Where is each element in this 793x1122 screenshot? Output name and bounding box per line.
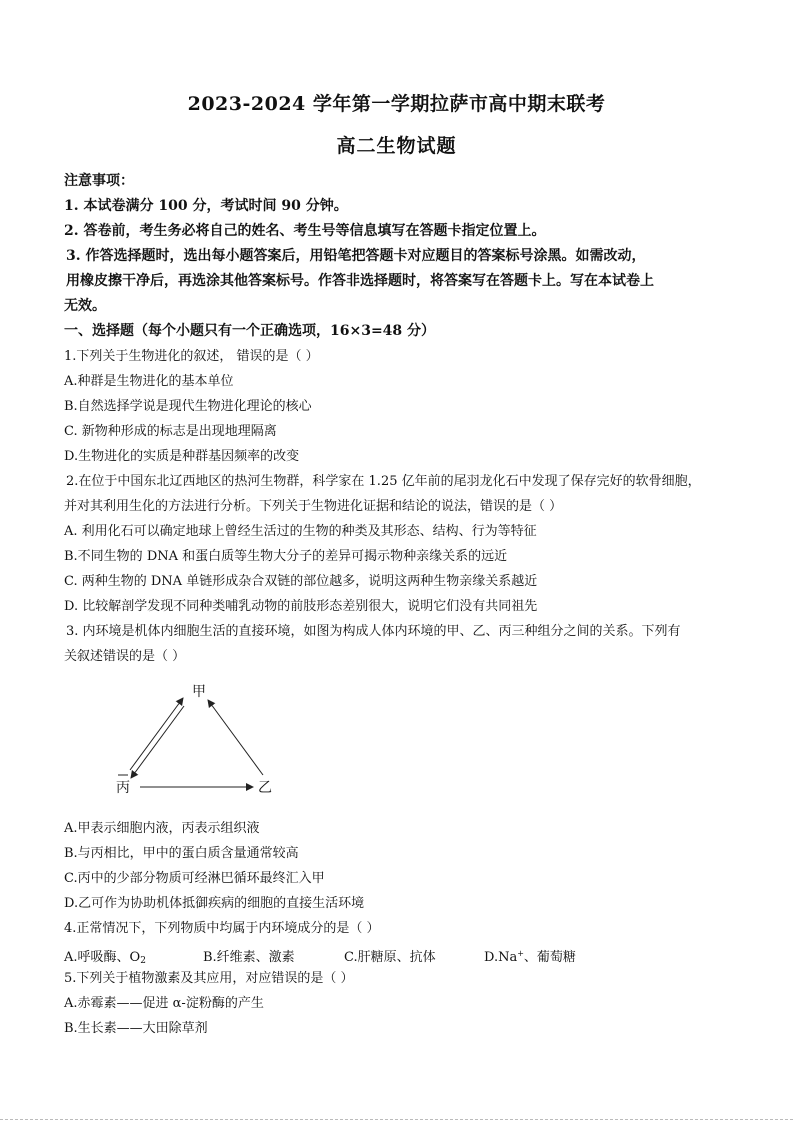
question-5-option-a: A.赤霉素——促进 α-淀粉酶的产生 [64,996,264,1011]
page-bottom-divider [0,1119,793,1120]
arrow-yi-to-jia [208,700,263,775]
question-4-options [64,945,739,970]
question-5-stem: 5.下列关于植物激素及其应用，对应错误的是（ ） [64,971,354,986]
note-item: 1. 本试卷满分 100 分，考试时间 90 分钟。 [64,198,348,214]
question-4-stem: 4.正常情况下，下列物质中均属于内环境成分的是（ ） [64,921,380,936]
question-4-option-b: B.纤维素、激素 [203,950,295,965]
question-1-option-d: D.生物进化的实质是种群基因频率的改变 [64,449,300,464]
question-2-stem-line2: 并对其利用生化的方法进行分析。下列关于生物进化证据和结论的说法，错误的是（ ） [64,499,563,514]
section-heading: 一、选择题（每个小题只有一个正确选项，16×3=48 分） [64,323,436,339]
question-1-option-b: B.自然选择学说是现代生物进化理论的核心 [64,399,312,414]
question-1-option-c: C. 新物种形成的标志是出现地理隔离 [64,424,277,439]
question-2-option-c: C. 两种生物的 DNA 单链形成杂合双链的部位越多，说明这两种生物亲缘关系越近 [64,574,538,589]
question-2-option-b: B.不同生物的 DNA 和蛋白质等生物大分子的差异可揭示物种亲缘关系的远近 [64,549,508,564]
note-item: 2. 答卷前，考生务必将自己的姓名、考生号等信息填写在答题卡指定位置上。 [64,223,546,239]
question-3-stem-line1: 3. 内环境是机体内细胞生活的直接环境，如图为构成人体内环境的甲、乙、丙三种组分之间的关系。下列有 [66,624,681,639]
arrow-jia-to-bing [131,706,184,778]
question-3-stem-line2: 关叙述错误的是（ ） [64,649,186,664]
question-3-option-a: A.甲表示细胞内液，丙表示组织液 [64,821,260,836]
diagram-node-bing: 丙 [116,780,130,796]
diagram-node-yi: 乙 [258,780,272,796]
question-4-option-d: D.Na+、葡萄糖 [484,949,576,965]
note-item: 3. 作答选择题时，选出每小题答案后，用铅笔把答题卡对应题目的答案标号涂黑。如需改动， [66,248,646,264]
exam-title: 2023-2024 学年第一学期拉萨市高中期末联考 [187,93,606,115]
exam-subtitle: 高二生物试题 [336,135,457,157]
note-item: 无效。 [64,298,106,314]
notes-heading: 注意事项： [64,173,134,189]
question-3-option-b: B.与丙相比，甲中的蛋白质含量通常较高 [64,846,299,861]
question-2-stem-line1: 2.在位于中国东北辽西地区的热河生物群，科学家在 1.25 亿年前的尾羽龙化石中发现了保存完好的软骨细胞， [66,474,701,489]
question-4-option-c: C.肝糖原、抗体 [344,950,436,965]
question-3-option-d: D.乙可作为协助机体抵御疾病的细胞的直接生活环境 [64,896,365,911]
question-4-option-a: A.呼吸酶、O2 [64,950,146,966]
body-fluid-diagram [110,678,290,800]
question-5-option-b: B.生长素——大田除草剂 [64,1021,208,1036]
question-1-stem: 1.下列关于生物进化的叙述， 错误的是（ ） [64,349,319,364]
question-2-option-a: A. 利用化石可以确定地球上曾经生活过的生物的种类及其形态、结构、行为等特征 [64,524,537,539]
note-item: 用橡皮擦干净后，再选涂其他答案标号。作答非选择题时，将答案写在答题卡上。写在本试卷上 [66,273,654,289]
question-1-option-a: A.种群是生物进化的基本单位 [64,374,234,389]
diagram-node-jia: 甲 [192,684,206,700]
question-2-option-d: D. 比较解剖学发现不同种类哺乳动物的前肢形态差别很大，说明它们没有共同祖先 [64,599,538,614]
arrow-bing-to-jia [130,698,183,770]
question-3-option-c: C.丙中的少部分物质可经淋巴循环最终汇入甲 [64,871,325,886]
